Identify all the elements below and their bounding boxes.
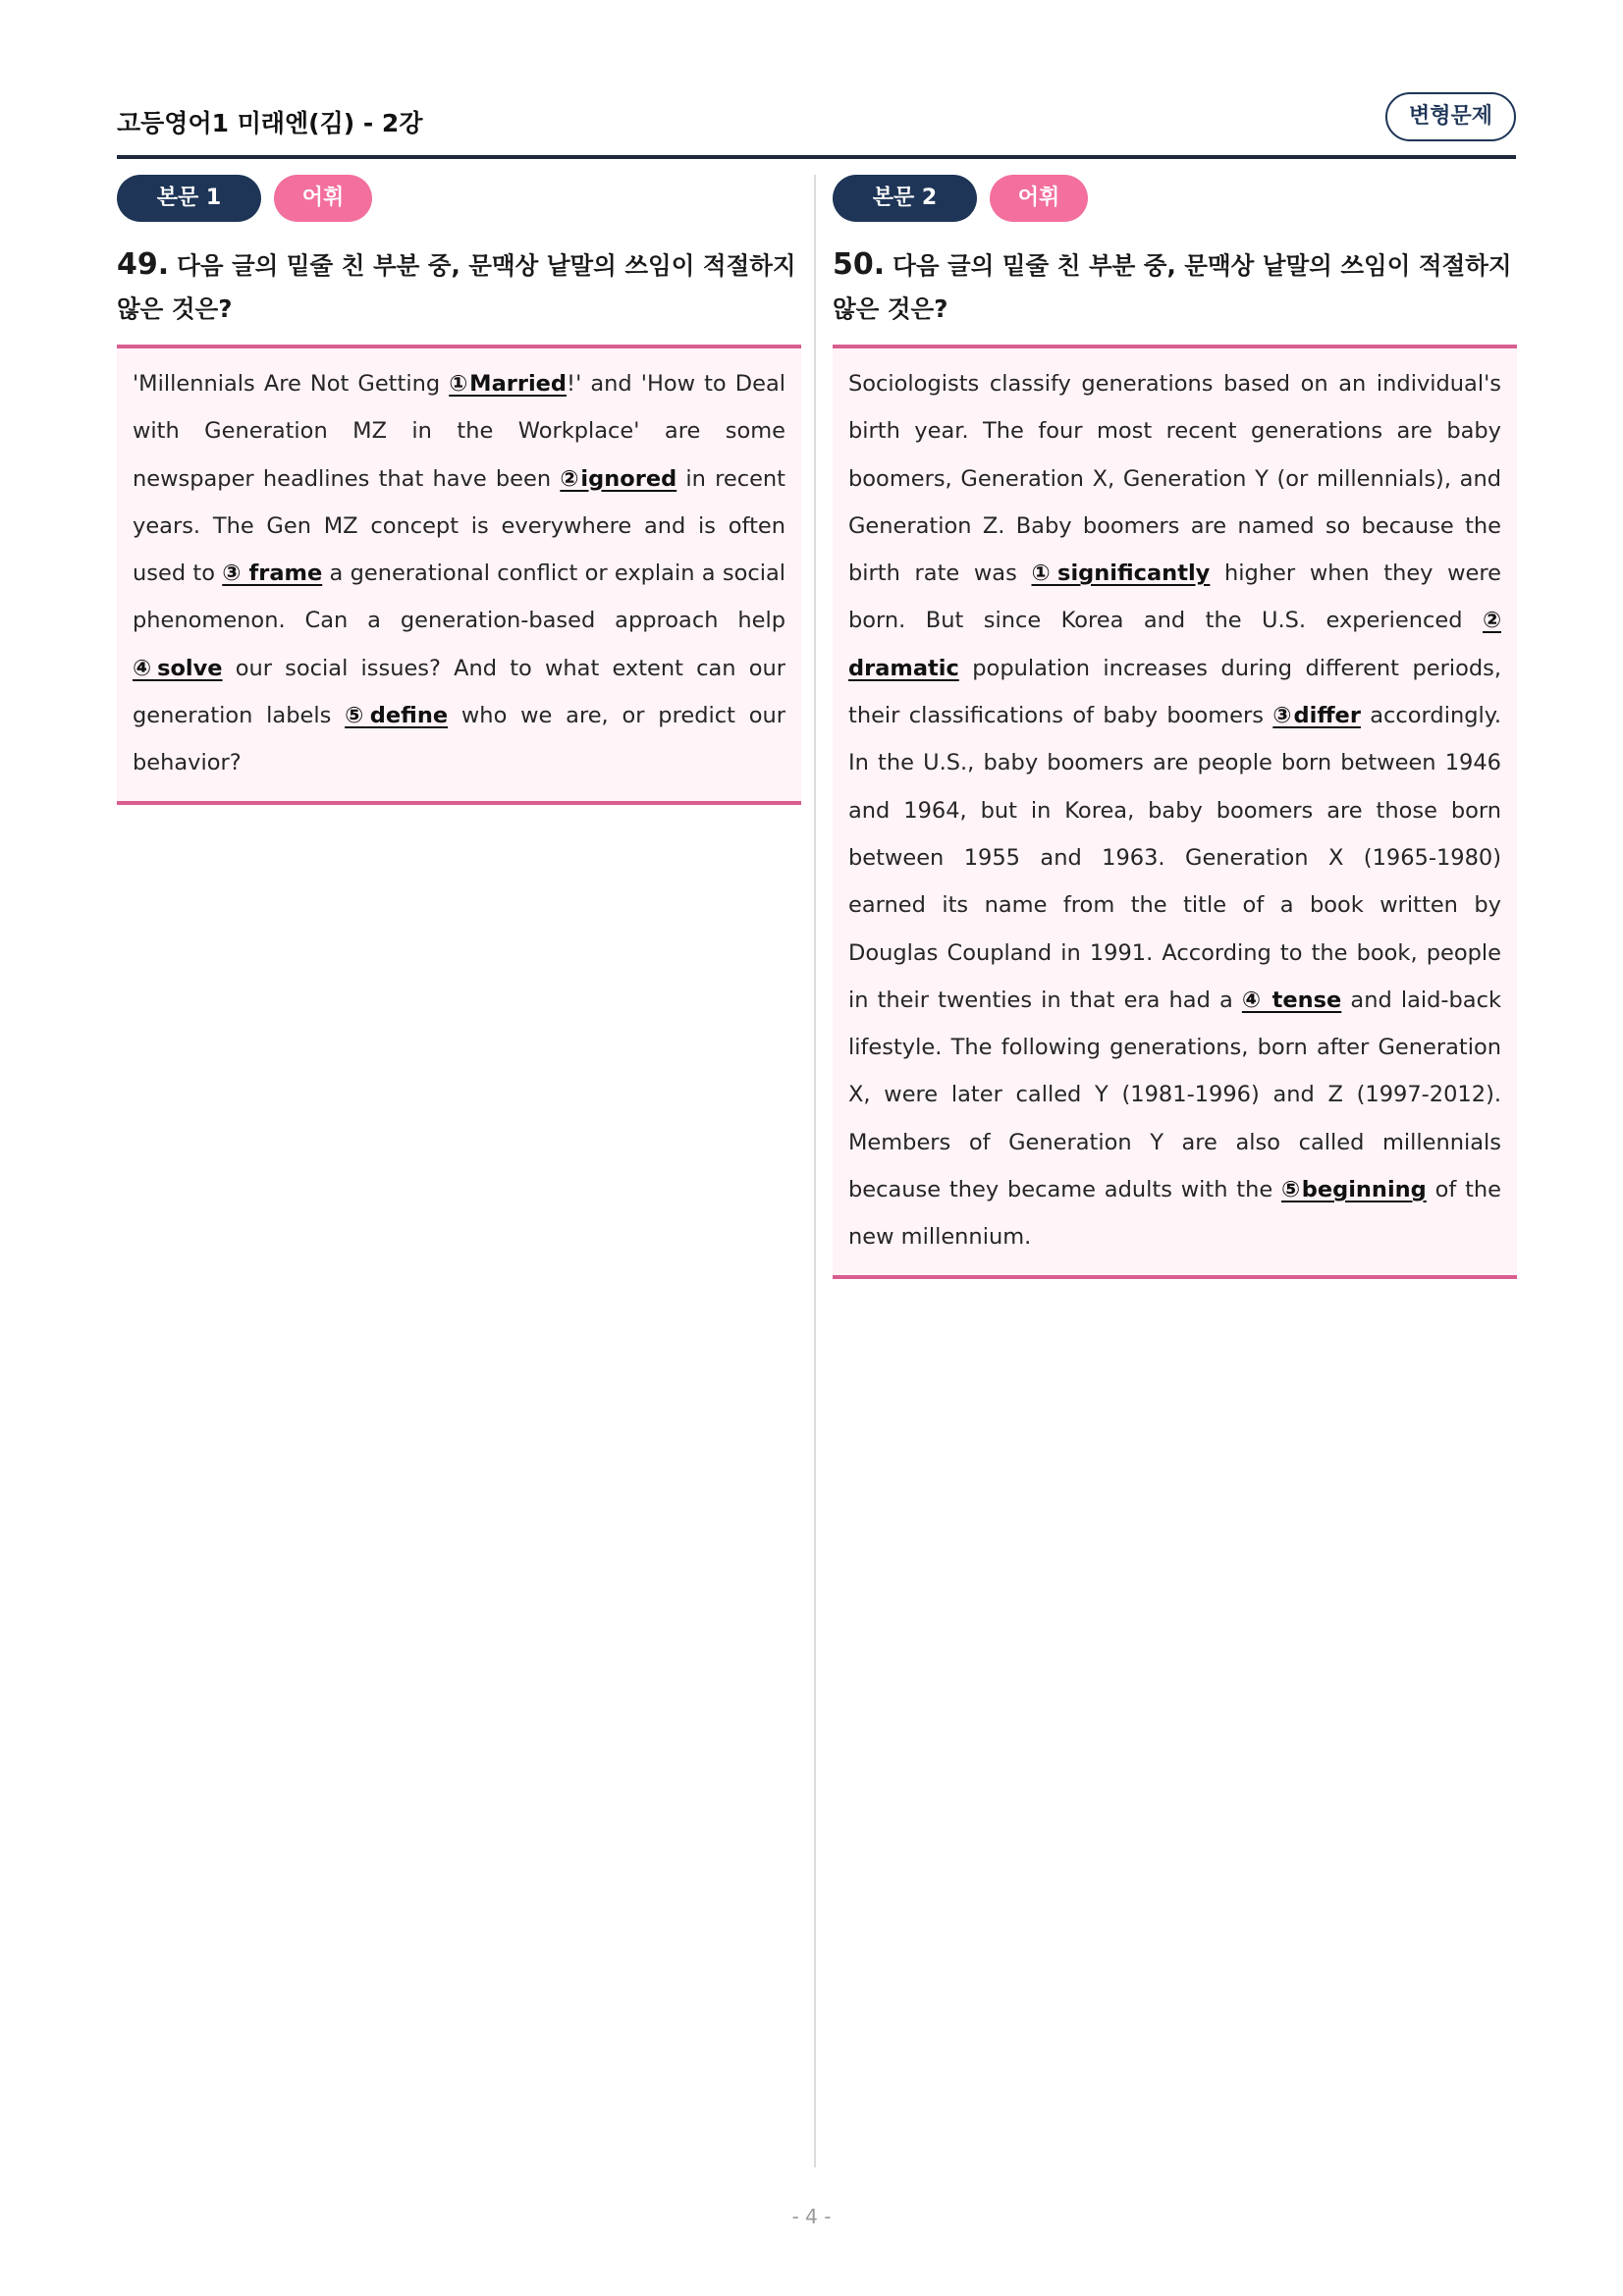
underlined-choice: ③ frame — [222, 561, 323, 587]
underlined-choice: ⑤beginning — [1281, 1177, 1427, 1203]
passage-segment: and laid-back lifestyle. The following generations, born after Generation X, were later called Y (1981-1996) and Z (1997-2012). Members of Generation Y are also called millennials because they became adults with the — [848, 987, 1501, 1203]
underlined-choice: ⑤define — [345, 703, 449, 729]
question-prompt — [833, 243, 1517, 331]
vocabulary-tag: 어휘 — [274, 175, 372, 222]
underlined-choice: ③differ — [1272, 703, 1361, 729]
passage-segment: Sociologists classify generations based on an individual's birth year. The four most recent generations are baby boomers, Generation X, Generation Y (or millennials), and Generation Z. Baby boomers are named so because the birth rate was — [848, 371, 1501, 587]
passage-segment: accordingly. In the U.S., baby boomers are people born between 1946 and 1964, but in Korea, baby boomers are those born between 1955 and 1963. Generation X (1965-1980) earned its name from the title of a book written by Douglas Coupland in 1991. According to the book, people in their twenties in that era had a — [848, 703, 1501, 1013]
passage-segment: higher when they were born. But since Korea and the U.S. experienced — [848, 561, 1501, 634]
passage-text — [133, 360, 785, 787]
passage-segment: who we are, or predict our behavior? — [133, 703, 785, 776]
passage-segment: of the new millennium. — [848, 1177, 1502, 1251]
question-tags — [117, 175, 801, 222]
underlined-choice: ②ignored — [560, 465, 677, 492]
variant-problem-badge: 변형문제 — [1385, 92, 1516, 141]
question-tags — [833, 175, 1517, 222]
underlined-choice: ①significantly — [1031, 561, 1211, 587]
underlined-choice: ①Married — [449, 371, 568, 397]
passage-text — [848, 360, 1501, 1261]
passage-box — [833, 345, 1517, 1279]
passage-tag: 본문 2 — [833, 175, 977, 222]
question-text: 다음 글의 밑줄 친 부분 중, 문맥상 낱말의 쓰임이 적절하지 않은 것은? — [117, 251, 796, 323]
passage-segment: !' and 'How to Deal with Generation MZ in the Workplace' are some newspaper headlines that have been — [133, 371, 785, 492]
question-number: 50. — [833, 247, 886, 282]
page-header — [117, 90, 1516, 159]
passage-segment: a generational conflict or explain a social phenomenon. Can a generation-based approach help — [133, 561, 785, 634]
passage-box — [117, 345, 801, 805]
passage-segment: population increases during different periods, their classifications of baby boomers — [848, 655, 1501, 729]
header-divider — [117, 155, 1516, 159]
passage-segment: in recent years. The Gen MZ concept is everywhere and is often used to — [133, 465, 785, 587]
question-49-column — [117, 175, 801, 805]
question-number: 49. — [117, 247, 170, 282]
column-divider — [814, 175, 816, 2167]
underlined-choice: ④solve — [133, 655, 223, 681]
question-50-column — [833, 175, 1517, 1279]
underlined-choice: ② dramatic — [848, 608, 1501, 681]
passage-segment: our social issues? And to what extent can our generation labels — [133, 655, 785, 729]
document-title: 고등영어1 미래엔(김) - 2강 — [117, 109, 423, 137]
underlined-choice: ④ tense — [1241, 987, 1342, 1013]
page-number: - 4 - — [791, 2205, 832, 2228]
passage-segment: 'Millennials Are Not Getting — [133, 371, 450, 397]
question-prompt — [117, 243, 801, 331]
passage-tag: 본문 1 — [117, 175, 261, 222]
vocabulary-tag: 어휘 — [990, 175, 1088, 222]
question-text: 다음 글의 밑줄 친 부분 중, 문맥상 낱말의 쓰임이 적절하지 않은 것은? — [833, 251, 1512, 323]
